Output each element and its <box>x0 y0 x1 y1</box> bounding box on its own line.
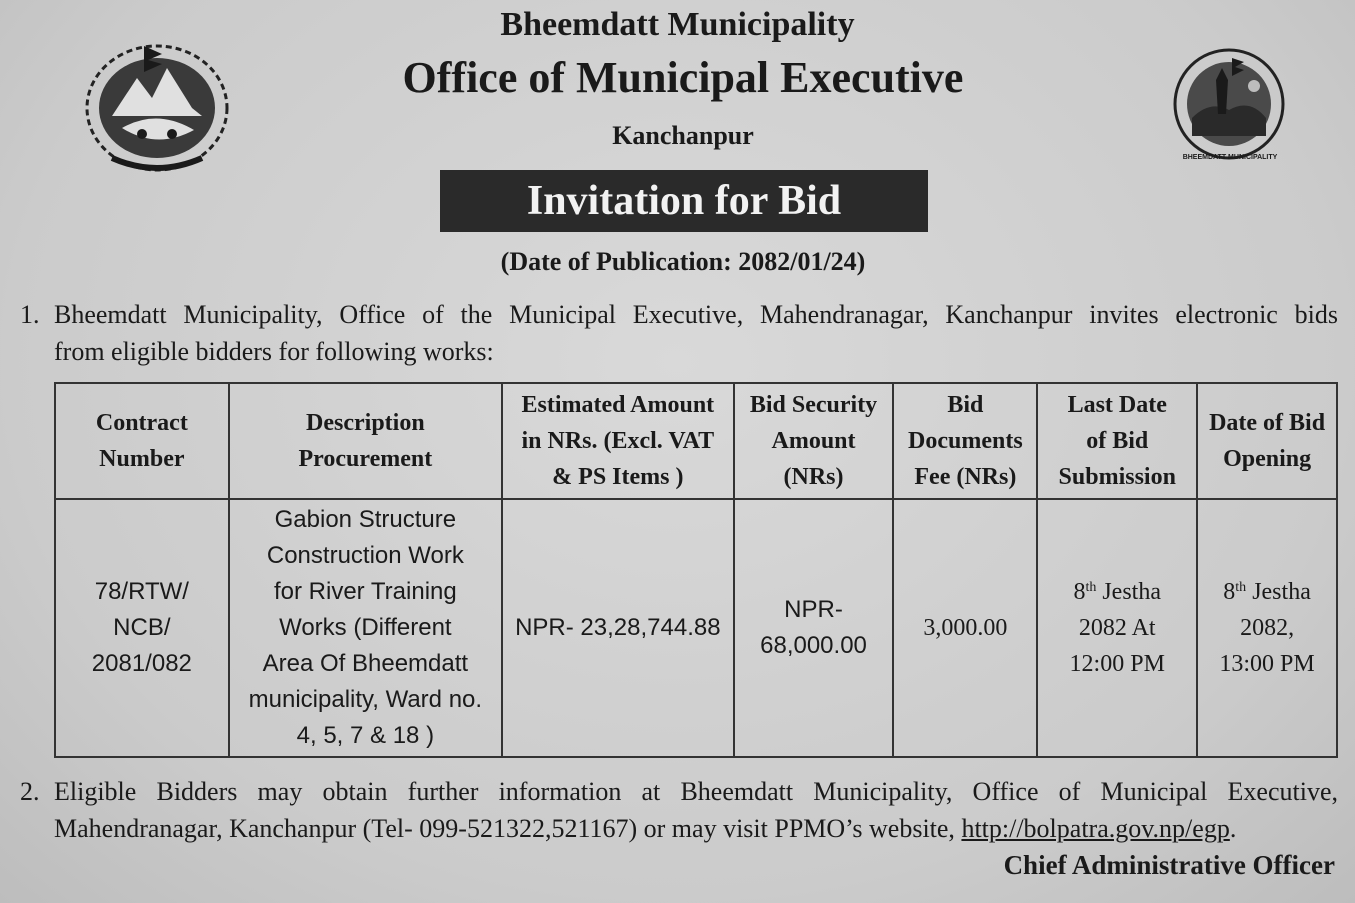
publication-date: (Date of Publication: 2082/01/24) <box>500 247 866 276</box>
municipality-name: Bheemdatt Municipality <box>500 6 855 43</box>
paragraph-2 <box>20 773 1338 847</box>
cell-estimated-amount: NPR- 23,28,744.88 <box>502 499 734 757</box>
cell-last-date: 8th Jestha 2082 At 12:00 PM <box>1037 499 1197 757</box>
header-last-date-submission: Last Date of Bid Submission <box>1037 383 1197 499</box>
cell-bid-security: NPR- 68,000.00 <box>734 499 894 757</box>
header-bid-security: Bid Security Amount (NRs) <box>734 383 894 499</box>
cell-description: Gabion Structure Construction Work for River Training Works (Different Area Of Bheemdatt municipality, Ward no. 4, 5, 7 & 18 ) <box>229 499 502 757</box>
paragraph-1-line-1: Bheemdatt Municipality, Office of the Municipal Executive, Mahendranagar, Kanchanpur invites electronic bids <box>54 300 1338 329</box>
paragraph-2-line-1: Eligible Bidders may obtain further information at Bheemdatt Municipality, Office of Municipal Executive, <box>54 777 1338 806</box>
district-name: Kanchanpur <box>612 121 754 150</box>
signatory-title: Chief Administrative Officer <box>1003 850 1335 880</box>
header-contract-number: Contract Number <box>55 383 229 499</box>
bid-table <box>54 382 1338 758</box>
cell-document-fee: 3,000.00 <box>893 499 1037 757</box>
paragraph-1 <box>20 296 1338 370</box>
header-description: Description Procurement <box>229 383 502 499</box>
header-estimated-amount: Estimated Amount in NRs. (Excl. VAT & PS Items ) <box>502 383 734 499</box>
notice-title-banner: Invitation for Bid <box>440 170 928 232</box>
paragraph-2-line-2: Mahendranagar, Kanchanpur (Tel- 099-521322,521167) or may visit PPMO’s website, http://bolpatra.gov.np/egp. <box>54 814 1237 843</box>
office-title: Office of Municipal Executive <box>402 53 964 102</box>
table-header-row <box>55 383 1337 499</box>
header-bid-document-fee: Bid Documents Fee (NRs) <box>893 383 1037 499</box>
logo-ring-text: BHEEMDATT MUNICIPALITY <box>1182 154 1278 161</box>
paragraph-1-line-2: from eligible bidders for following works: <box>54 337 494 366</box>
header-bid-opening-date: Date of Bid Opening <box>1197 383 1337 499</box>
paragraph-number: 1. <box>20 300 40 329</box>
ppmo-website-link[interactable]: http://bolpatra.gov.np/egp <box>961 814 1230 843</box>
cell-contract-number: 78/RTW/ NCB/ 2081/082 <box>55 499 229 757</box>
cell-opening-date: 8th Jestha 2082, 13:00 PM <box>1197 499 1337 757</box>
table-row <box>55 499 1337 757</box>
paragraph-number: 2. <box>20 777 40 806</box>
